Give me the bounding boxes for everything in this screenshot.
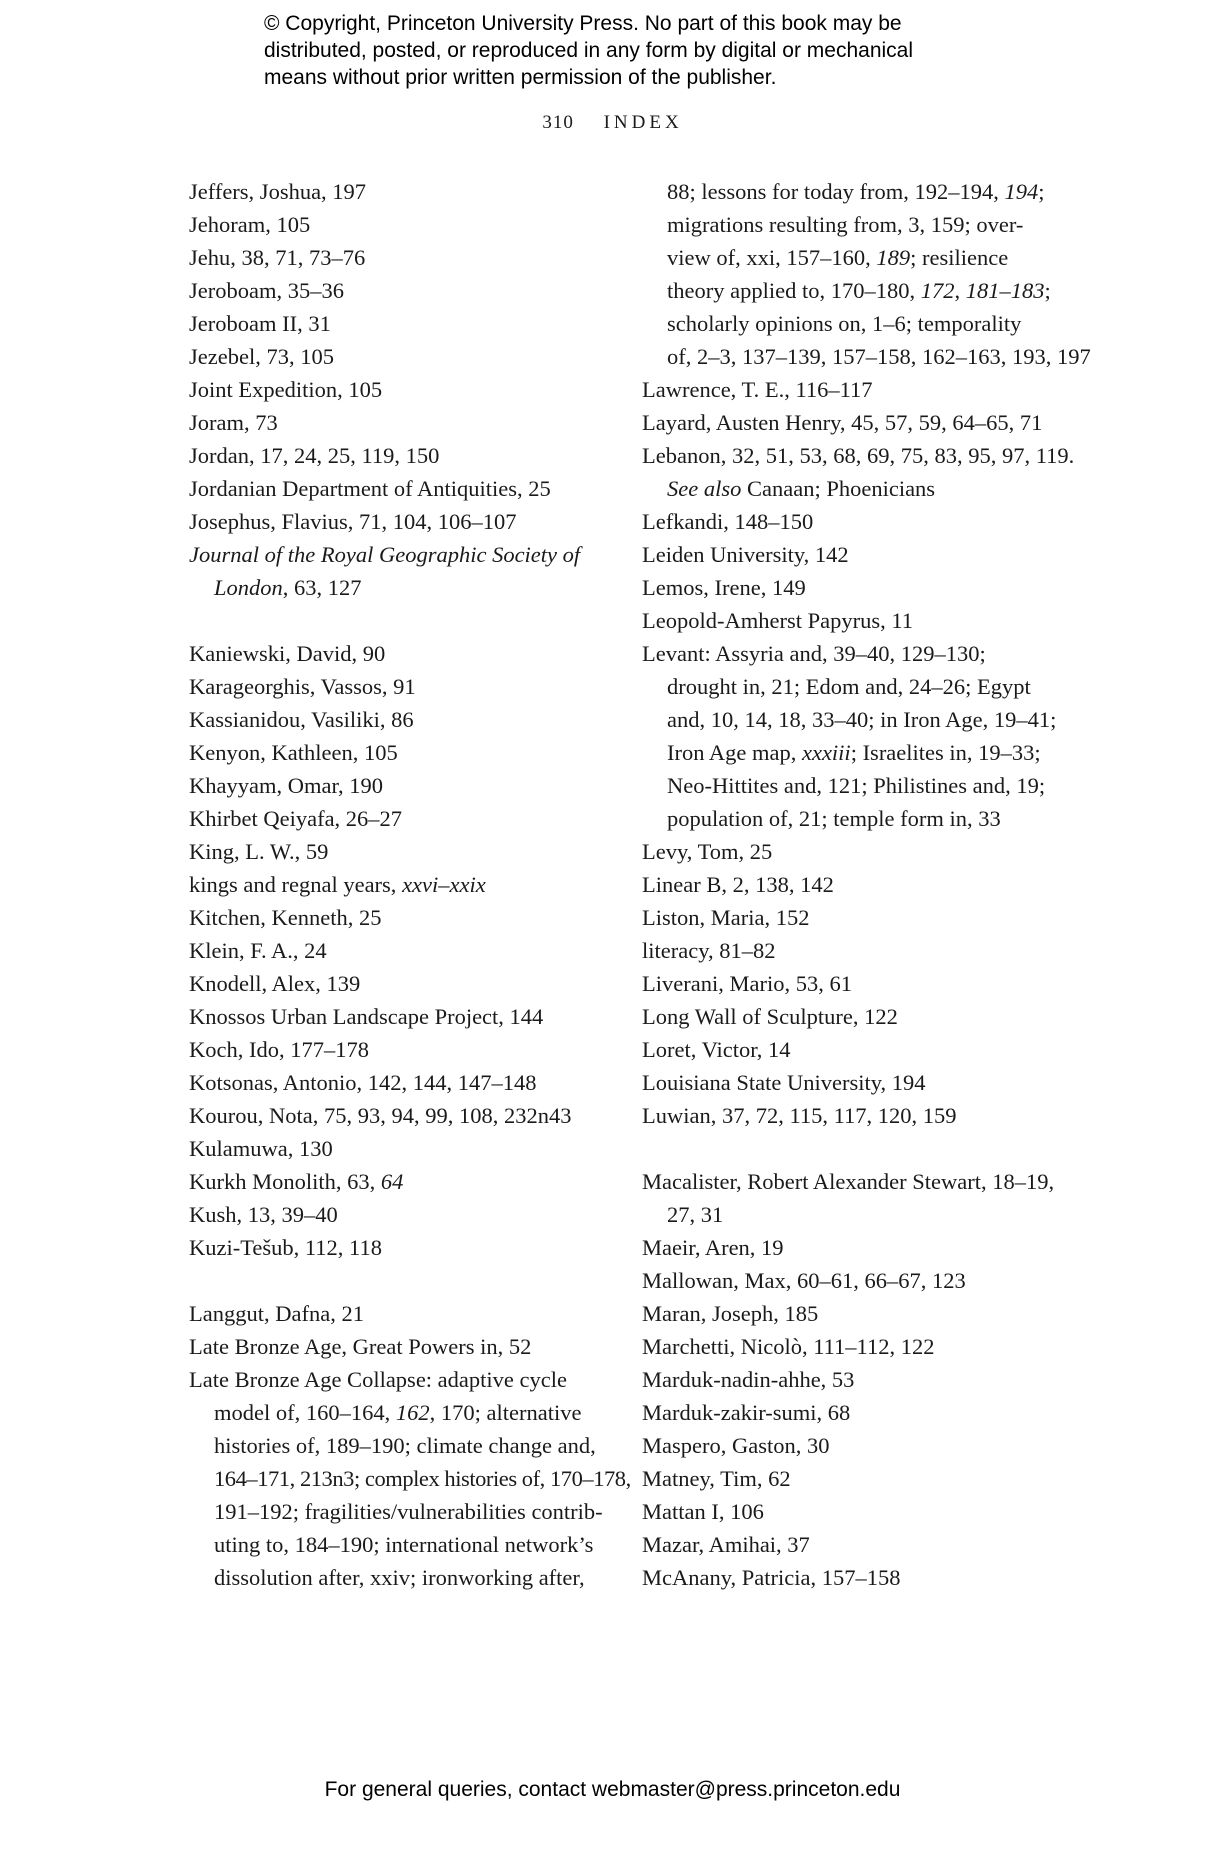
index-entry: Kourou, Nota, 75, 93, 94, 99, 108, 232n43 xyxy=(189,1103,572,1128)
index-entry: Linear B, 2, 138, 142 xyxy=(642,872,834,897)
index-entry: Loret, Victor, 14 xyxy=(642,1037,791,1062)
index-entry: Khayyam, Omar, 190 xyxy=(189,773,384,798)
copyright-line: means without prior written permission of the publisher. xyxy=(264,66,777,89)
index-entry-continuation xyxy=(642,736,1072,769)
index-entry-italic: 172 xyxy=(920,278,955,303)
index-entry: Maspero, Gaston, 30 xyxy=(642,1433,830,1458)
section-gap xyxy=(189,604,619,637)
index-entry: Maeir, Aren, 19 xyxy=(642,1235,784,1260)
index-entry-continuation: uting to, 184–190; international network’s xyxy=(214,1532,594,1557)
index-entry: Mattan I, 106 xyxy=(642,1499,764,1524)
index-entry: Matney, Tim, 62 xyxy=(642,1466,791,1491)
index-entry: Kenyon, Kathleen, 105 xyxy=(189,740,398,765)
index-entry-continuation: population of, 21; temple form in, 33 xyxy=(667,806,1001,831)
index-entry-text: ; resilience xyxy=(910,245,1009,270)
index-entry: Levy, Tom, 25 xyxy=(642,839,773,864)
index-entry: Late Bronze Age, Great Powers in, 52 xyxy=(189,1334,532,1359)
index-entry: Knossos Urban Landscape Project, 144 xyxy=(189,1004,544,1029)
index-entry: Kuzi-Tešub, 112, 118 xyxy=(189,1235,382,1260)
index-entry xyxy=(189,868,619,901)
index-entry: Lefkandi, 148–150 xyxy=(642,509,814,534)
index-entry: Khirbet Qeiyafa, 26–27 xyxy=(189,806,403,831)
index-entry-text: kings and regnal years, xyxy=(189,872,403,897)
index-entry: Levant: Assyria and, 39–40, 129–130; xyxy=(642,641,986,666)
index-entry-continuation: of, 2–3, 137–139, 157–158, 162–163, 193, 197 xyxy=(667,344,1091,369)
index-entry: Marduk-zakir-sumi, 68 xyxy=(642,1400,851,1425)
index-entry: literacy, 81–82 xyxy=(642,938,776,963)
index-entry-italic: 64 xyxy=(380,1169,404,1194)
index-entry-text: ; xyxy=(1038,179,1045,204)
index-entry-text: Iron Age map, xyxy=(667,740,802,765)
index-entry-continuation xyxy=(642,241,1072,274)
index-entry-continuation: migrations resulting from, 3, 159; over- xyxy=(667,212,1024,237)
index-entry xyxy=(189,538,619,571)
index-entry: Marchetti, Nicolò, 111–112, 122 xyxy=(642,1334,935,1359)
index-entry: Knodell, Alex, 139 xyxy=(189,971,361,996)
index-entry-text: view of, xxi, 157–160, xyxy=(667,245,877,270)
index-entry: Kotsonas, Antonio, 142, 144, 147–148 xyxy=(189,1070,537,1095)
index-entry-text: Canaan; Phoenicians xyxy=(741,476,936,501)
index-entry: Joram, 73 xyxy=(189,410,278,435)
section-gap xyxy=(642,1132,1072,1165)
index-entry-continuation: 164–171, 213n3; complex histories of, 170–178, xyxy=(214,1466,631,1491)
index-entry: Kush, 13, 39–40 xyxy=(189,1202,338,1227)
index-entry-continuation: 191–192; fragilities/vulnerabilities contrib- xyxy=(214,1499,603,1524)
index-entry-text: theory applied to, 170–180, xyxy=(667,278,921,303)
index-entry: Jehu, 38, 71, 73–76 xyxy=(189,245,366,270)
index-entry: Luwian, 37, 72, 115, 117, 120, 159 xyxy=(642,1103,957,1128)
index-entry: Marduk-nadin-ahhe, 53 xyxy=(642,1367,855,1392)
index-entry: Langgut, Dafna, 21 xyxy=(189,1301,364,1326)
index-entry-continuation: Neo-Hittites and, 121; Philistines and, 19; xyxy=(667,773,1046,798)
index-entry: Jeroboam II, 31 xyxy=(189,311,331,336)
index-entry: Liston, Maria, 152 xyxy=(642,905,810,930)
index-entry-text: model of, 160–164, xyxy=(214,1400,396,1425)
index-entry-italic: 181–183 xyxy=(965,278,1045,303)
index-entry: Klein, F. A., 24 xyxy=(189,938,327,963)
index-entry-text: , 170; alternative xyxy=(429,1400,582,1425)
index-entry: Jehoram, 105 xyxy=(189,212,311,237)
index-entry-continuation xyxy=(642,472,1072,505)
index-entry: King, L. W., 59 xyxy=(189,839,329,864)
index-entry: Koch, Ido, 177–178 xyxy=(189,1037,369,1062)
index-entry-continuation xyxy=(189,1396,619,1429)
footer-contact: For general queries, contact webmaster@press.princeton.edu xyxy=(324,1778,901,1801)
index-entry: Kulamuwa, 130 xyxy=(189,1136,333,1161)
index-entry: Jordan, 17, 24, 25, 119, 150 xyxy=(189,443,440,468)
index-entry-text: 88; lessons for today from, 192–194, xyxy=(667,179,1005,204)
index-entry: McAnany, Patricia, 157–158 xyxy=(642,1565,901,1590)
index-entry: Leopold-Amherst Papyrus, 11 xyxy=(642,608,913,633)
index-entry: Kaniewski, David, 90 xyxy=(189,641,386,666)
index-entry-italic: xxvi–xxix xyxy=(402,872,486,897)
index-entry-continuation: and, 10, 14, 18, 33–40; in Iron Age, 19–41; xyxy=(667,707,1057,732)
index-column-right xyxy=(642,175,1091,1594)
index-entry: Long Wall of Sculpture, 122 xyxy=(642,1004,898,1029)
index-entry-italic: London xyxy=(214,575,283,600)
index-entry: Jezebel, 73, 105 xyxy=(189,344,334,369)
index-entry-continuation: drought in, 21; Edom and, 24–26; Egypt xyxy=(667,674,1031,699)
copyright-notice xyxy=(264,10,1024,91)
index-entry-italic: 189 xyxy=(876,245,911,270)
index-entry: Leiden University, 142 xyxy=(642,542,849,567)
index-entry-text: ; Israelites in, 19–33; xyxy=(850,740,1041,765)
running-title: INDEX xyxy=(603,112,683,133)
index-entry: Lawrence, T. E., 116–117 xyxy=(642,377,873,402)
index-column-left xyxy=(189,175,631,1594)
index-entry-continuation xyxy=(189,571,619,604)
index-entry-italic: xxxiii xyxy=(801,740,851,765)
index-entry: Macalister, Robert Alexander Stewart, 18–19, xyxy=(642,1169,1055,1194)
index-entry: Joint Expedition, 105 xyxy=(189,377,383,402)
index-entry-continuation: 27, 31 xyxy=(667,1202,724,1227)
section-gap xyxy=(189,1264,619,1297)
index-entry: Josephus, Flavius, 71, 104, 106–107 xyxy=(189,509,517,534)
copyright-line: © Copyright, Princeton University Press. No part of this book may be xyxy=(264,12,902,35)
index-entry: Kassianidou, Vasiliki, 86 xyxy=(189,707,414,732)
index-entry-italic: 162 xyxy=(395,1400,430,1425)
index-entry-continuation: histories of, 189–190; climate change and, xyxy=(214,1433,596,1458)
index-entry-pages: , 63, 127 xyxy=(282,575,362,600)
copyright-line: distributed, posted, or reproduced in any form by digital or mechanical xyxy=(264,39,914,62)
index-entry: Louisiana State University, 194 xyxy=(642,1070,926,1095)
index-entry: Layard, Austen Henry, 45, 57, 59, 64–65, 71 xyxy=(642,410,1043,435)
index-entry: Kitchen, Kenneth, 25 xyxy=(189,905,382,930)
index-entry-continuation xyxy=(642,274,1072,307)
index-entry: Karageorghis, Vassos, 91 xyxy=(189,674,416,699)
index-entry-italic: Journal of the Royal Geographic Society of xyxy=(189,542,581,567)
index-entry: Lebanon, 32, 51, 53, 68, 69, 75, 83, 95, 97, 119. xyxy=(642,443,1075,468)
index-entry-continuation: dissolution after, xxiv; ironworking after, xyxy=(214,1565,585,1590)
index-entry-continuation xyxy=(642,175,1072,208)
index-entry: Jeroboam, 35–36 xyxy=(189,278,344,303)
page-number: 310 xyxy=(542,112,574,133)
index-entry: Maran, Joseph, 185 xyxy=(642,1301,819,1326)
index-entry: Mazar, Amihai, 37 xyxy=(642,1532,810,1557)
index-entry: Liverani, Mario, 53, 61 xyxy=(642,971,852,996)
running-head xyxy=(0,112,1225,134)
index-entry-italic: 194 xyxy=(1004,179,1039,204)
index-entry-continuation: scholarly opinions on, 1–6; temporality xyxy=(667,311,1022,336)
index-entry: Late Bronze Age Collapse: adaptive cycle xyxy=(189,1367,567,1392)
index-entry-text: Kurkh Monolith, 63, xyxy=(189,1169,381,1194)
index-entry: Lemos, Irene, 149 xyxy=(642,575,806,600)
index-entry: Jordanian Department of Antiquities, 25 xyxy=(189,476,551,501)
index-entry: Mallowan, Max, 60–61, 66–67, 123 xyxy=(642,1268,966,1293)
index-entry-italic: See also xyxy=(667,476,742,501)
index-entry-text: , xyxy=(954,278,966,303)
index-entry: Jeffers, Joshua, 197 xyxy=(189,179,367,204)
index-entry xyxy=(189,1165,619,1198)
index-entry-text: ; xyxy=(1044,278,1051,303)
